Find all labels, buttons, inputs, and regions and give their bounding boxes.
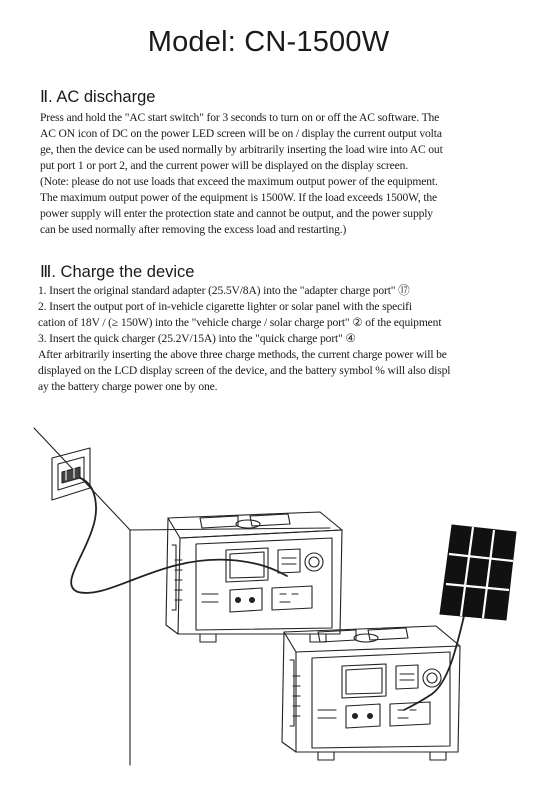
paragraph-line: put port 1 or port 2, and the current power will be displayed on the display screen. [40,159,408,172]
paragraph-line: After arbitrarily inserting the above three charge methods, the current charge power will be [38,348,447,361]
section-heading-ac-discharge: Ⅱ. AC discharge [40,88,156,106]
paragraph-line: displayed on the LCD display screen of the device, and the battery symbol % will also displ [38,364,451,377]
wall-outlet-icon [52,448,90,500]
paragraph-line: ay the battery charge power one by one. [38,380,218,393]
solar-cable [404,616,464,710]
paragraph-line: 1. Insert the original standard adapter (25.5V/8A) into the "adapter charge port" ⑰ [38,284,410,297]
charge-the-device-paragraph [38,283,450,395]
paragraph-line: Press and hold the "AC start switch" for 3 seconds to turn on or off the AC software. The [40,111,440,124]
paragraph-line: (Note: please do not use loads that exceed the maximum output power of the equipment. [40,175,438,188]
paragraph-line: ge, then the device can be used normally by arbitrarily inserting the load wire into AC out [40,143,443,156]
paragraph-line: can be used normally after removing the excess load and restarting.) [40,223,347,236]
paragraph-line: 3. Insert the quick charger (25.2V/15A) into the "quick charge port" ④ [38,332,356,345]
section-heading-charge-the-device: Ⅲ. Charge the device [40,263,195,281]
paragraph-line: cation of 18V / (≥ 150W) into the "vehicle charge / solar charge port" ② of the equipment [38,316,442,329]
ac-discharge-paragraph [40,110,443,238]
paragraph-line: The maximum output power of the equipment is 1500W. If the load exceeds 1500W, the [40,191,438,204]
solar-panel-icon [440,525,516,620]
charging-illustration [0,420,537,787]
paragraph-line: 2. Insert the output port of in-vehicle cigarette lighter or solar panel with the specifi [38,300,412,313]
paragraph-line: power supply will enter the protection state and cannot be output, and the power supply [40,207,433,220]
power-station-back [166,512,342,642]
paragraph-line: AC ON icon of DC on the power LED screen will be on / display the current output volta [40,127,442,140]
page-title: Model: CN-1500W [147,26,390,58]
